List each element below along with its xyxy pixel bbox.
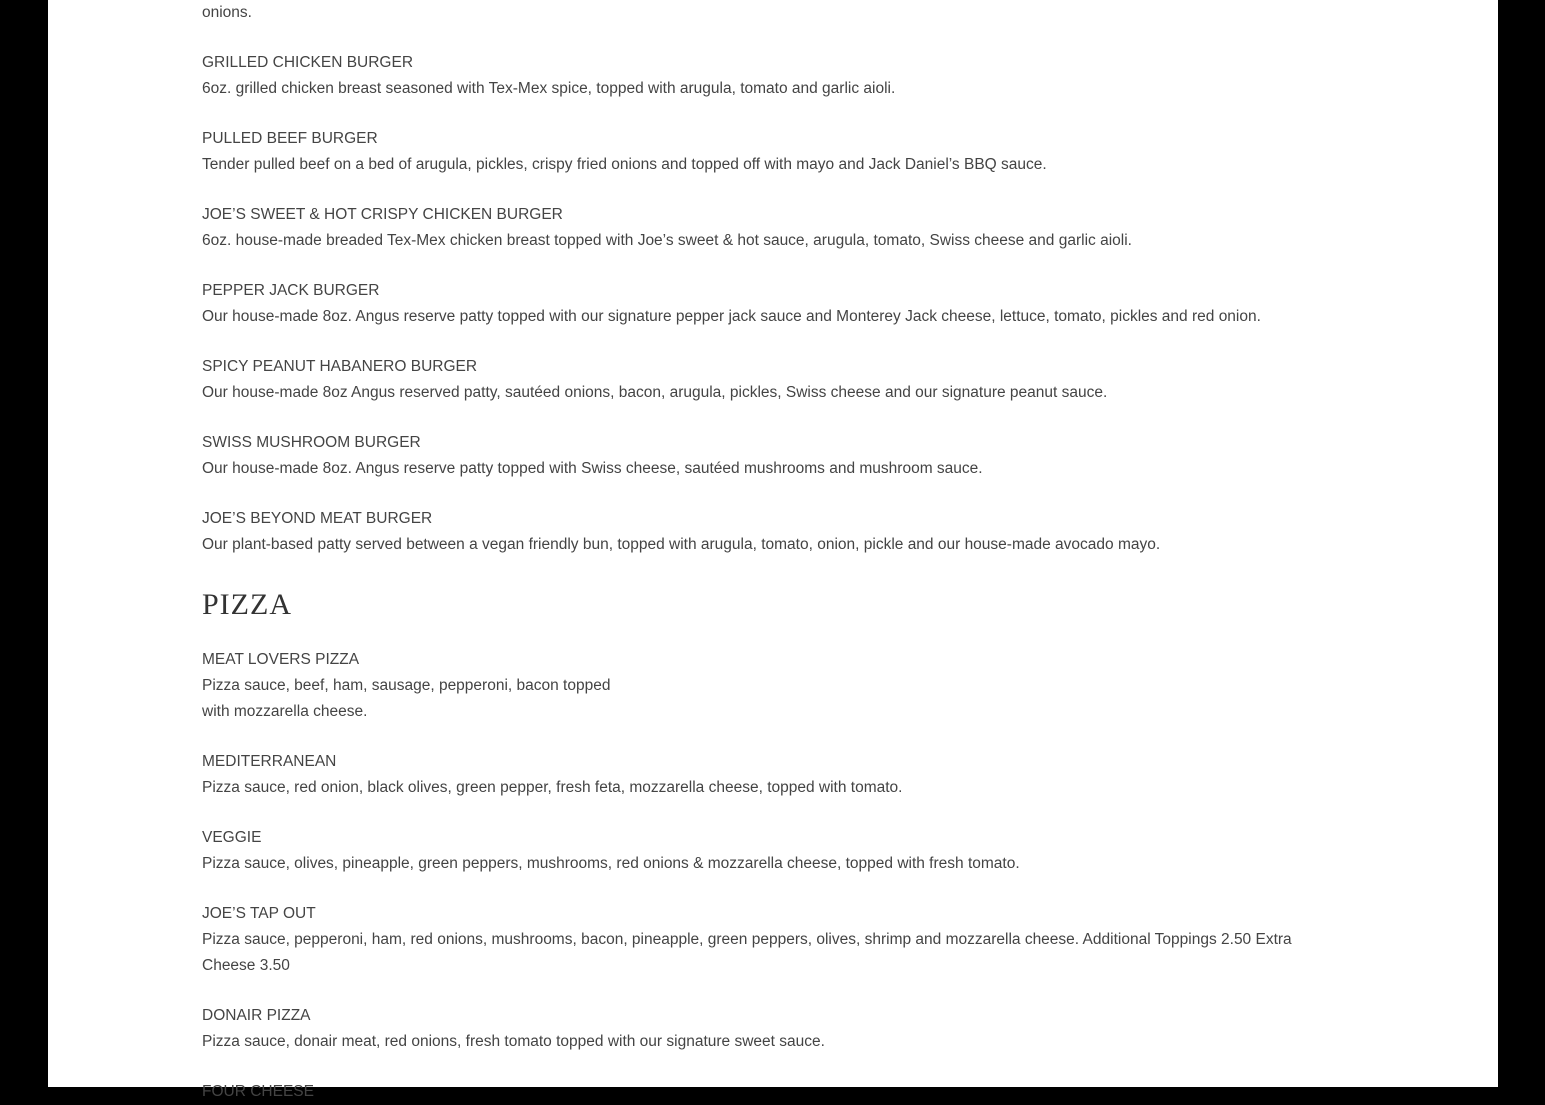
- menu-item-donair-pizza: [202, 1003, 1292, 1055]
- menu-item-name: SWISS MUSHROOM BURGER: [202, 434, 421, 451]
- menu-content: [202, 0, 1292, 1105]
- menu-item-name: MEAT LOVERS PIZZA: [202, 651, 360, 668]
- menu-item-description: Our house-made 8oz Angus reserved patty, sautéed onions, bacon, arugula, pickles, Swiss cheese and our signature peanut sauce.: [202, 384, 1108, 401]
- menu-item-name: JOE’S BEYOND MEAT BURGER: [202, 510, 433, 527]
- burger-list: [202, 50, 1292, 558]
- right-margin-background: [1498, 0, 1545, 1087]
- menu-item-description: 6oz. grilled chicken breast seasoned with Tex-Mex spice, topped with arugula, tomato and garlic aioli.: [202, 80, 896, 97]
- menu-item-name: MEDITERRANEAN: [202, 753, 337, 770]
- menu-page: [48, 0, 1498, 1100]
- left-margin-background: [0, 0, 48, 1087]
- menu-item-description: Pizza sauce, red onion, black olives, green pepper, fresh feta, mozzarella cheese, topped with tomato.: [202, 779, 903, 796]
- menu-item-name: PULLED BEEF BURGER: [202, 130, 378, 147]
- menu-item-description: Our house-made 8oz. Angus reserve patty topped with our signature pepper jack sauce and Monterey Jack cheese, lettuce, tomato, pickles and red onion.: [202, 308, 1261, 325]
- menu-item-description: Pizza sauce, beef, ham, sausage, pepperoni, bacon topped with mozzarella cheese.: [202, 677, 611, 720]
- menu-item-spicy-peanut-habanero-burger: [202, 354, 1292, 406]
- menu-item-name: JOE’S SWEET & HOT CRISPY CHICKEN BURGER: [202, 206, 563, 223]
- menu-item-joes-tap-out: [202, 901, 1292, 979]
- menu-item-name: GRILLED CHICKEN BURGER: [202, 54, 414, 71]
- menu-item-swiss-mushroom-burger: [202, 430, 1292, 482]
- pizza-list: [202, 647, 1292, 1105]
- menu-item-joes-beyond-meat-burger: [202, 506, 1292, 558]
- menu-item-joes-sweet-hot-crispy-chicken-burger: [202, 202, 1292, 254]
- menu-item-name: PEPPER JACK BURGER: [202, 282, 380, 299]
- menu-item-pulled-beef-burger: [202, 126, 1292, 178]
- menu-item-description: Our house-made 8oz. Angus reserve patty topped with Swiss cheese, sautéed mushrooms and mushroom sauce.: [202, 460, 983, 477]
- menu-item-meat-lovers-pizza: [202, 647, 1292, 725]
- menu-item-description: Our plant-based patty served between a vegan friendly bun, topped with arugula, tomato, onion, pickle and our house-made avocado mayo.: [202, 536, 1161, 553]
- menu-item-description: Pizza sauce, pepperoni, ham, red onions, mushrooms, bacon, pineapple, green peppers, olives, shrimp and mozzarella cheese. Additional Toppings 2.50 Extra Cheese 3.50: [202, 931, 1292, 974]
- menu-item-description: Tender pulled beef on a bed of arugula, pickles, crispy fried onions and topped off with mayo and Jack Daniel’s BBQ sauce.: [202, 156, 1047, 173]
- menu-item-four-cheese: [202, 1079, 1292, 1105]
- menu-item-mediterranean: [202, 749, 1292, 801]
- menu-item-pepper-jack-burger: [202, 278, 1292, 330]
- menu-item-name: JOE’S TAP OUT: [202, 905, 316, 922]
- menu-item-description: 6oz. house-made breaded Tex-Mex chicken breast topped with Joe’s sweet & hot sauce, arugula, tomato, Swiss cheese and garlic aioli.: [202, 232, 1132, 249]
- section-heading-pizza: PIZZA: [202, 588, 292, 621]
- menu-item-description: Pizza sauce, donair meat, red onions, fresh tomato topped with our signature sweet sauce.: [202, 1033, 825, 1050]
- menu-item-veggie: [202, 825, 1292, 877]
- previous-item-description-fragment: onions.: [202, 4, 252, 21]
- menu-item-name: VEGGIE: [202, 829, 262, 846]
- menu-item-name: FOUR CHEESE: [202, 1083, 314, 1100]
- menu-item-grilled-chicken-burger: [202, 50, 1292, 102]
- menu-item-name: DONAIR PIZZA: [202, 1007, 311, 1024]
- menu-item-name: SPICY PEANUT HABANERO BURGER: [202, 358, 478, 375]
- menu-item-description: Pizza sauce, olives, pineapple, green peppers, mushrooms, red onions & mozzarella cheese, topped with fresh tomato.: [202, 855, 1020, 872]
